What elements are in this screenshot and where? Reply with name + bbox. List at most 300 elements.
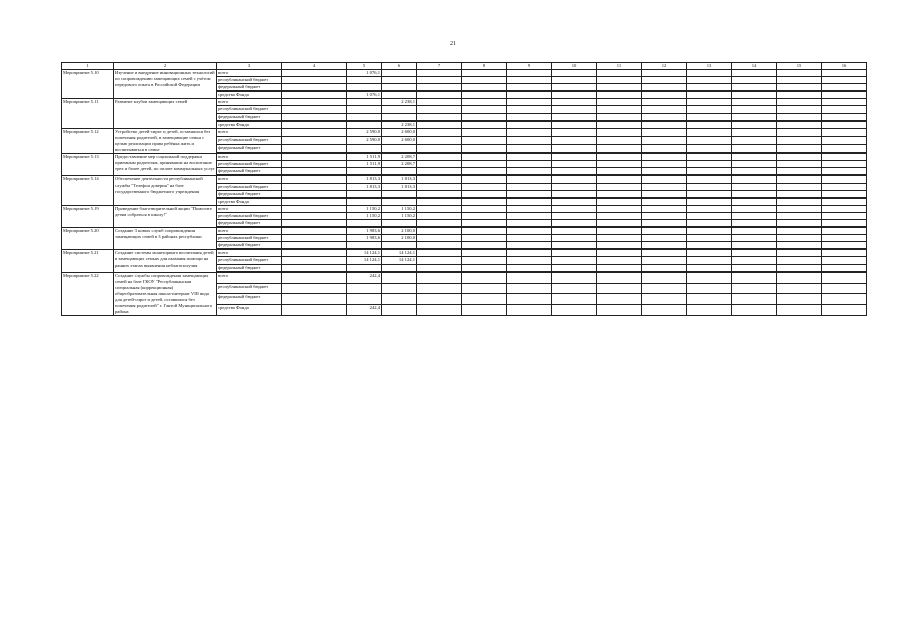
cell-col-15 (777, 113, 822, 120)
cell-col-13 (687, 294, 732, 305)
funding-source: всего (217, 272, 282, 283)
funding-source: республиканский бюджет (217, 257, 282, 264)
cell-col-11 (597, 154, 642, 161)
cell-col-12 (642, 161, 687, 168)
funding-source: республиканский бюджет (217, 161, 282, 168)
cell-col-4 (282, 272, 347, 283)
amount-c5 (347, 113, 382, 120)
cell-col-7 (417, 235, 462, 242)
cell-col-4 (282, 136, 347, 144)
cell-col-16 (822, 77, 867, 84)
column-number: 16 (822, 63, 867, 70)
cell-col-10 (552, 264, 597, 271)
cell-col-14 (732, 264, 777, 271)
cell-col-15 (777, 84, 822, 91)
cell-col-8 (462, 92, 507, 99)
cell-col-8 (462, 161, 507, 168)
cell-col-14 (732, 250, 777, 257)
cell-col-14 (732, 136, 777, 144)
measure-code: Мероприятие 5.12 (62, 128, 114, 153)
cell-col-15 (777, 205, 822, 212)
cell-col-9 (507, 183, 552, 190)
amount-c6 (382, 77, 417, 84)
funding-source: средства Фонда (217, 305, 282, 316)
cell-col-15 (777, 161, 822, 168)
amount-c6 (382, 190, 417, 197)
amount-c5: 14 124,1 (347, 250, 382, 257)
cell-col-4 (282, 176, 347, 183)
cell-col-8 (462, 176, 507, 183)
cell-col-16 (822, 70, 867, 77)
cell-col-7 (417, 250, 462, 257)
cell-col-11 (597, 128, 642, 136)
cell-col-4 (282, 264, 347, 271)
cell-col-11 (597, 136, 642, 144)
cell-col-14 (732, 176, 777, 183)
column-number: 2 (114, 63, 217, 70)
cell-col-12 (642, 92, 687, 99)
cell-col-12 (642, 205, 687, 212)
cell-col-14 (732, 84, 777, 91)
cell-col-15 (777, 144, 822, 152)
cell-col-14 (732, 257, 777, 264)
amount-c5: 1 813,3 (347, 183, 382, 190)
cell-col-16 (822, 205, 867, 212)
cell-col-15 (777, 128, 822, 136)
cell-col-14 (732, 198, 777, 205)
cell-col-10 (552, 190, 597, 197)
cell-col-7 (417, 219, 462, 226)
cell-col-16 (822, 168, 867, 175)
cell-col-8 (462, 144, 507, 152)
cell-col-13 (687, 77, 732, 84)
cell-col-11 (597, 99, 642, 106)
cell-col-15 (777, 168, 822, 175)
cell-col-16 (822, 257, 867, 264)
amount-c5 (347, 242, 382, 249)
cell-col-12 (642, 305, 687, 316)
measure-code: Мероприятие 5.11 (62, 99, 114, 128)
cell-col-16 (822, 99, 867, 106)
measure-title: Создание 3 новых служб сопровождения замещающих семей в 3 районах республики (114, 228, 217, 250)
funding-source: всего (217, 154, 282, 161)
cell-col-8 (462, 228, 507, 235)
cell-col-15 (777, 92, 822, 99)
cell-col-9 (507, 106, 552, 113)
column-number: 8 (462, 63, 507, 70)
cell-col-11 (597, 219, 642, 226)
cell-col-10 (552, 144, 597, 152)
cell-col-10 (552, 128, 597, 136)
amount-c5: 1 076,1 (347, 70, 382, 77)
cell-col-15 (777, 264, 822, 271)
cell-col-15 (777, 305, 822, 316)
cell-col-8 (462, 106, 507, 113)
cell-col-14 (732, 283, 777, 294)
cell-col-12 (642, 168, 687, 175)
cell-col-16 (822, 128, 867, 136)
cell-col-7 (417, 198, 462, 205)
amount-c5 (347, 84, 382, 91)
cell-col-7 (417, 190, 462, 197)
cell-col-9 (507, 128, 552, 136)
funding-source: федеральный бюджет (217, 84, 282, 91)
funding-source: средства Фонда (217, 121, 282, 128)
cell-col-8 (462, 128, 507, 136)
cell-col-4 (282, 228, 347, 235)
cell-col-9 (507, 84, 552, 91)
amount-c5: 1 076,1 (347, 92, 382, 99)
cell-col-16 (822, 92, 867, 99)
cell-col-13 (687, 121, 732, 128)
cell-col-11 (597, 305, 642, 316)
cell-col-9 (507, 70, 552, 77)
cell-col-12 (642, 99, 687, 106)
cell-col-11 (597, 121, 642, 128)
cell-col-15 (777, 219, 822, 226)
amount-c5 (347, 219, 382, 226)
cell-col-14 (732, 212, 777, 219)
cell-col-10 (552, 283, 597, 294)
measure-title: Предоставление мер социальной поддержки приемным родителям, принявшим на воспитание трех и более детей, по оплате коммунальных услуг (114, 154, 217, 176)
cell-col-13 (687, 168, 732, 175)
cell-col-9 (507, 176, 552, 183)
cell-col-9 (507, 92, 552, 99)
cell-col-10 (552, 305, 597, 316)
cell-col-9 (507, 242, 552, 249)
amount-c5: 14 124,1 (347, 257, 382, 264)
cell-col-13 (687, 283, 732, 294)
column-number: 11 (597, 63, 642, 70)
cell-col-14 (732, 70, 777, 77)
cell-col-10 (552, 84, 597, 91)
amount-c5 (347, 144, 382, 152)
amount-c6: 1 813,3 (382, 176, 417, 183)
cell-col-11 (597, 198, 642, 205)
column-number-header (62, 63, 867, 70)
cell-col-10 (552, 235, 597, 242)
cell-col-8 (462, 77, 507, 84)
cell-col-9 (507, 305, 552, 316)
cell-col-13 (687, 176, 732, 183)
cell-col-12 (642, 121, 687, 128)
cell-col-16 (822, 113, 867, 120)
cell-col-11 (597, 77, 642, 84)
cell-col-11 (597, 257, 642, 264)
table-row (62, 70, 867, 77)
cell-col-4 (282, 212, 347, 219)
cell-col-7 (417, 272, 462, 283)
table-row (62, 272, 867, 283)
cell-col-12 (642, 264, 687, 271)
cell-col-7 (417, 128, 462, 136)
cell-col-8 (462, 305, 507, 316)
funding-source: республиканский бюджет (217, 136, 282, 144)
cell-col-4 (282, 70, 347, 77)
cell-col-14 (732, 219, 777, 226)
cell-col-16 (822, 198, 867, 205)
table-row (62, 99, 867, 106)
cell-col-9 (507, 113, 552, 120)
cell-col-9 (507, 190, 552, 197)
cell-col-7 (417, 77, 462, 84)
amount-c6 (382, 144, 417, 152)
amount-c5: 242,4 (347, 272, 382, 283)
cell-col-4 (282, 154, 347, 161)
cell-col-9 (507, 228, 552, 235)
measure-code: Мероприятие 5.14 (62, 176, 114, 205)
amount-c6 (382, 168, 417, 175)
funding-source: федеральный бюджет (217, 242, 282, 249)
cell-col-10 (552, 294, 597, 305)
amount-c6: 2 208,7 (382, 161, 417, 168)
cell-col-9 (507, 99, 552, 106)
cell-col-4 (282, 305, 347, 316)
cell-col-8 (462, 121, 507, 128)
amount-c6: 2 600,0 (382, 128, 417, 136)
column-number: 15 (777, 63, 822, 70)
amount-c6: 2 238,1 (382, 121, 417, 128)
measure-title: Обеспечение деятельности республиканской службы "Телефон доверия" на базе государственного бюджетного учреждения (114, 176, 217, 205)
cell-col-4 (282, 205, 347, 212)
cell-col-13 (687, 250, 732, 257)
cell-col-12 (642, 257, 687, 264)
cell-col-16 (822, 84, 867, 91)
amount-c6: 2 600,0 (382, 136, 417, 144)
amount-c5 (347, 294, 382, 305)
column-number: 9 (507, 63, 552, 70)
cell-col-11 (597, 205, 642, 212)
cell-col-4 (282, 283, 347, 294)
cell-col-14 (732, 106, 777, 113)
cell-col-14 (732, 128, 777, 136)
amount-c5: 1 150,2 (347, 212, 382, 219)
table-row (62, 176, 867, 183)
cell-col-16 (822, 264, 867, 271)
cell-col-15 (777, 176, 822, 183)
amount-c6 (382, 219, 417, 226)
cell-col-10 (552, 176, 597, 183)
cell-col-10 (552, 77, 597, 84)
cell-col-9 (507, 264, 552, 271)
cell-col-11 (597, 106, 642, 113)
cell-col-8 (462, 113, 507, 120)
cell-col-11 (597, 294, 642, 305)
table-row (62, 128, 867, 136)
cell-col-13 (687, 128, 732, 136)
cell-col-12 (642, 136, 687, 144)
cell-col-4 (282, 242, 347, 249)
cell-col-8 (462, 99, 507, 106)
cell-col-15 (777, 228, 822, 235)
cell-col-10 (552, 242, 597, 249)
cell-col-14 (732, 305, 777, 316)
cell-col-9 (507, 250, 552, 257)
measure-code: Мероприятие 5.20 (62, 228, 114, 250)
cell-col-8 (462, 84, 507, 91)
cell-col-8 (462, 235, 507, 242)
cell-col-14 (732, 161, 777, 168)
cell-col-14 (732, 77, 777, 84)
cell-col-13 (687, 136, 732, 144)
cell-col-15 (777, 77, 822, 84)
cell-col-11 (597, 70, 642, 77)
cell-col-11 (597, 183, 642, 190)
cell-col-4 (282, 257, 347, 264)
funding-source: средства Фонда (217, 92, 282, 99)
funding-source: всего (217, 205, 282, 212)
cell-col-9 (507, 205, 552, 212)
cell-col-13 (687, 84, 732, 91)
amount-c5: 242,4 (347, 305, 382, 316)
cell-col-12 (642, 272, 687, 283)
measure-code: Мероприятие 5.21 (62, 250, 114, 272)
cell-col-12 (642, 212, 687, 219)
amount-c6: 14 124,1 (382, 257, 417, 264)
cell-col-12 (642, 176, 687, 183)
column-number: 13 (687, 63, 732, 70)
cell-col-8 (462, 257, 507, 264)
amount-c5 (347, 190, 382, 197)
cell-col-9 (507, 212, 552, 219)
amount-c6: 1 150,2 (382, 205, 417, 212)
amount-c6 (382, 70, 417, 77)
cell-col-7 (417, 99, 462, 106)
cell-col-14 (732, 242, 777, 249)
amount-c5 (347, 121, 382, 128)
amount-c5 (347, 283, 382, 294)
cell-col-12 (642, 77, 687, 84)
cell-col-8 (462, 205, 507, 212)
cell-col-11 (597, 272, 642, 283)
column-number: 12 (642, 63, 687, 70)
cell-col-12 (642, 113, 687, 120)
cell-col-13 (687, 161, 732, 168)
measure-code: Мероприятие 5.10 (62, 70, 114, 99)
funding-source: федеральный бюджет (217, 113, 282, 120)
cell-col-7 (417, 283, 462, 294)
cell-col-10 (552, 121, 597, 128)
cell-col-11 (597, 212, 642, 219)
cell-col-12 (642, 106, 687, 113)
amount-c6: 2 208,7 (382, 154, 417, 161)
cell-col-8 (462, 212, 507, 219)
cell-col-13 (687, 205, 732, 212)
cell-col-7 (417, 305, 462, 316)
cell-col-14 (732, 228, 777, 235)
cell-col-9 (507, 235, 552, 242)
cell-col-9 (507, 219, 552, 226)
cell-col-16 (822, 272, 867, 283)
funding-source: федеральный бюджет (217, 264, 282, 271)
cell-col-13 (687, 99, 732, 106)
cell-col-4 (282, 294, 347, 305)
cell-col-14 (732, 144, 777, 152)
cell-col-7 (417, 183, 462, 190)
amount-c6 (382, 106, 417, 113)
cell-col-16 (822, 121, 867, 128)
cell-col-7 (417, 144, 462, 152)
column-number: 7 (417, 63, 462, 70)
cell-col-15 (777, 212, 822, 219)
cell-col-4 (282, 190, 347, 197)
amount-c5: 1 813,3 (347, 176, 382, 183)
cell-col-8 (462, 183, 507, 190)
cell-col-15 (777, 99, 822, 106)
cell-col-11 (597, 250, 642, 257)
funding-source: республиканский бюджет (217, 235, 282, 242)
cell-col-16 (822, 190, 867, 197)
cell-col-4 (282, 77, 347, 84)
amount-c5 (347, 106, 382, 113)
cell-col-10 (552, 212, 597, 219)
cell-col-4 (282, 183, 347, 190)
funding-source: всего (217, 228, 282, 235)
cell-col-10 (552, 168, 597, 175)
cell-col-16 (822, 183, 867, 190)
cell-col-11 (597, 242, 642, 249)
measure-title: Создание системы мониторинга воспитания детей в замещающих семьях для оказания помощи на ранних этапах выявления неблагополучия (114, 250, 217, 272)
cell-col-11 (597, 113, 642, 120)
table-row (62, 228, 867, 235)
amount-c5 (347, 99, 382, 106)
amount-c6 (382, 264, 417, 271)
funding-source: федеральный бюджет (217, 294, 282, 305)
cell-col-7 (417, 205, 462, 212)
cell-col-7 (417, 168, 462, 175)
cell-col-7 (417, 176, 462, 183)
cell-col-4 (282, 121, 347, 128)
cell-col-16 (822, 228, 867, 235)
cell-col-13 (687, 272, 732, 283)
cell-col-8 (462, 168, 507, 175)
cell-col-11 (597, 92, 642, 99)
cell-col-7 (417, 154, 462, 161)
cell-col-12 (642, 228, 687, 235)
cell-col-14 (732, 235, 777, 242)
cell-col-7 (417, 264, 462, 271)
cell-col-4 (282, 235, 347, 242)
funding-source: республиканский бюджет (217, 212, 282, 219)
cell-col-13 (687, 106, 732, 113)
cell-col-8 (462, 219, 507, 226)
funding-source: всего (217, 70, 282, 77)
cell-col-9 (507, 168, 552, 175)
cell-col-15 (777, 198, 822, 205)
amount-c5 (347, 168, 382, 175)
amount-c6 (382, 294, 417, 305)
cell-col-4 (282, 168, 347, 175)
cell-col-9 (507, 121, 552, 128)
column-number: 1 (62, 63, 114, 70)
table-row (62, 205, 867, 212)
cell-col-10 (552, 70, 597, 77)
cell-col-15 (777, 106, 822, 113)
funding-source: средства Фонда (217, 198, 282, 205)
cell-col-4 (282, 250, 347, 257)
cell-col-12 (642, 70, 687, 77)
cell-col-4 (282, 198, 347, 205)
cell-col-13 (687, 113, 732, 120)
cell-col-13 (687, 305, 732, 316)
table-row (62, 250, 867, 257)
measure-title: Создание службы сопровождения замещающих семей на базе ГКОУ "Республиканская специальная (коррекционная) общеобразовательная школа-интернат VIII вида для детей-сирот и детей, оставшихся без попечения родителей" г. Гантой Муниципального района (114, 272, 217, 316)
cell-col-10 (552, 106, 597, 113)
funding-source: всего (217, 128, 282, 136)
cell-col-14 (732, 272, 777, 283)
funding-source: федеральный бюджет (217, 168, 282, 175)
cell-col-9 (507, 198, 552, 205)
